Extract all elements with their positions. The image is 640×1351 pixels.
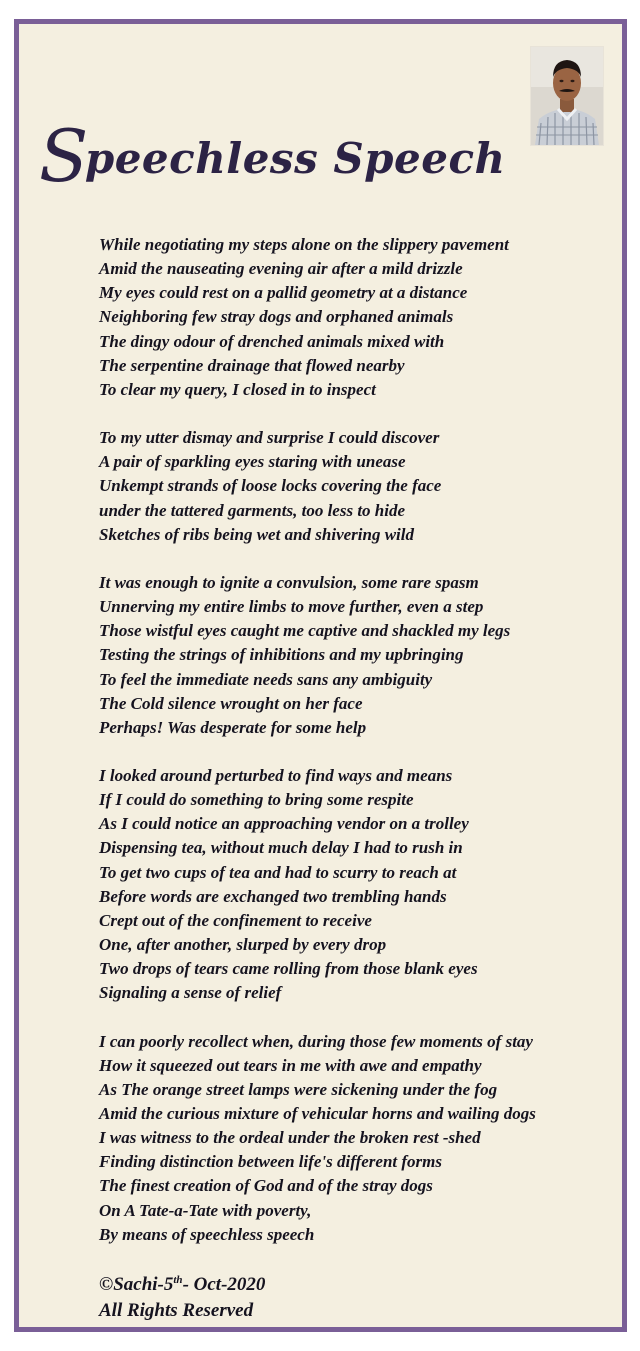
stanza [99, 571, 619, 740]
title-initial: S [39, 114, 89, 198]
poem-line: How it squeezed out tears in me with awe and empathy [99, 1055, 482, 1075]
poem-line: A pair of sparkling eyes staring with unease [99, 452, 406, 472]
stanza [99, 1030, 619, 1247]
copyright-line [99, 1267, 265, 1298]
signature-block [99, 1267, 265, 1324]
poem-line: To my utter dismay and surprise I could discover [99, 428, 440, 448]
poem-line: On A Tate-a-Tate with poverty, [99, 1200, 312, 1220]
poem-line: Sketches of ribs being wet and shivering wild [99, 524, 414, 544]
title-rest: peechless Speech [84, 134, 506, 183]
poem-line: I was witness to the ordeal under the broken rest -shed [99, 1128, 481, 1148]
poem-line: To feel the immediate needs sans any ambiguity [99, 669, 433, 689]
poem-body [99, 233, 619, 1271]
poem-line: By means of speechless speech [99, 1224, 315, 1244]
poem-line: Those wistful eyes caught me captive and shackled my legs [99, 621, 511, 641]
poem-line: The dingy odour of drenched animals mixed with [99, 331, 445, 351]
poem-line: Unnerving my entire limbs to move further, even a step [99, 597, 484, 617]
stanza [99, 426, 619, 547]
poem-line: Two drops of tears came rolling from those blank eyes [99, 959, 478, 979]
poem-line: The Cold silence wrought on her face [99, 693, 363, 713]
poem-line: The serpentine drainage that flowed nearby [99, 355, 405, 375]
poem-line: The finest creation of God and of the stray dogs [99, 1176, 433, 1196]
poem-line: Signaling a sense of relief [99, 983, 282, 1003]
copyright-date: - Oct-2020 [182, 1274, 266, 1295]
poem-line: My eyes could rest on a pallid geometry at a distance [99, 283, 468, 303]
poem-line: I looked around perturbed to find ways and means [99, 765, 453, 785]
poem-line: One, after another, slurped by every drop [99, 935, 387, 955]
poem-line: Unkempt strands of loose locks covering the face [99, 476, 442, 496]
poem-card [14, 19, 627, 1332]
poem-line: Finding distinction between life's different forms [99, 1152, 443, 1172]
author-photo-icon [531, 47, 603, 145]
poem-line: While negotiating my steps alone on the slippery pavement [99, 235, 509, 254]
poem-line: Testing the strings of inhibitions and my upbringing [99, 645, 464, 665]
poem-line: If I could do something to bring some respite [99, 790, 414, 810]
stanza [99, 233, 619, 402]
poem-line: Amid the nauseating evening air after a mild drizzle [99, 259, 463, 279]
poem-line: As I could notice an approaching vendor on a trolley [99, 814, 469, 834]
poem-line: Dispensing tea, without much delay I had to rush in [99, 838, 463, 858]
poem-line: under the tattered garments, too less to hide [99, 500, 406, 520]
stanza [99, 764, 619, 1006]
poem-line: Neighboring few stray dogs and orphaned animals [99, 307, 454, 327]
poem-line: Perhaps! Was desperate for some help [99, 717, 367, 737]
poem-line: It was enough to ignite a convulsion, some rare spasm [99, 572, 479, 592]
poem-line: Amid the curious mixture of vehicular horns and wailing dogs [99, 1104, 536, 1123]
poem-line: To get two cups of tea and had to scurry to reach at [99, 862, 457, 882]
rights-line: All Rights Reserved [99, 1300, 254, 1321]
poem-line: I can poorly recollect when, during those few moments of stay [99, 1031, 533, 1051]
poem-line: To clear my query, I closed in to inspect [99, 379, 376, 399]
poem-title [39, 114, 506, 198]
author-photo [530, 46, 604, 146]
copyright-prefix: ©Sachi-5 [99, 1274, 174, 1295]
poem-line: As The orange street lamps were sickening under the fog [99, 1079, 498, 1099]
poem-line: Before words are exchanged two trembling hands [99, 886, 447, 906]
poem-line: Crept out of the confinement to receive [99, 910, 372, 930]
copyright-ordinal: th [173, 1274, 183, 1286]
